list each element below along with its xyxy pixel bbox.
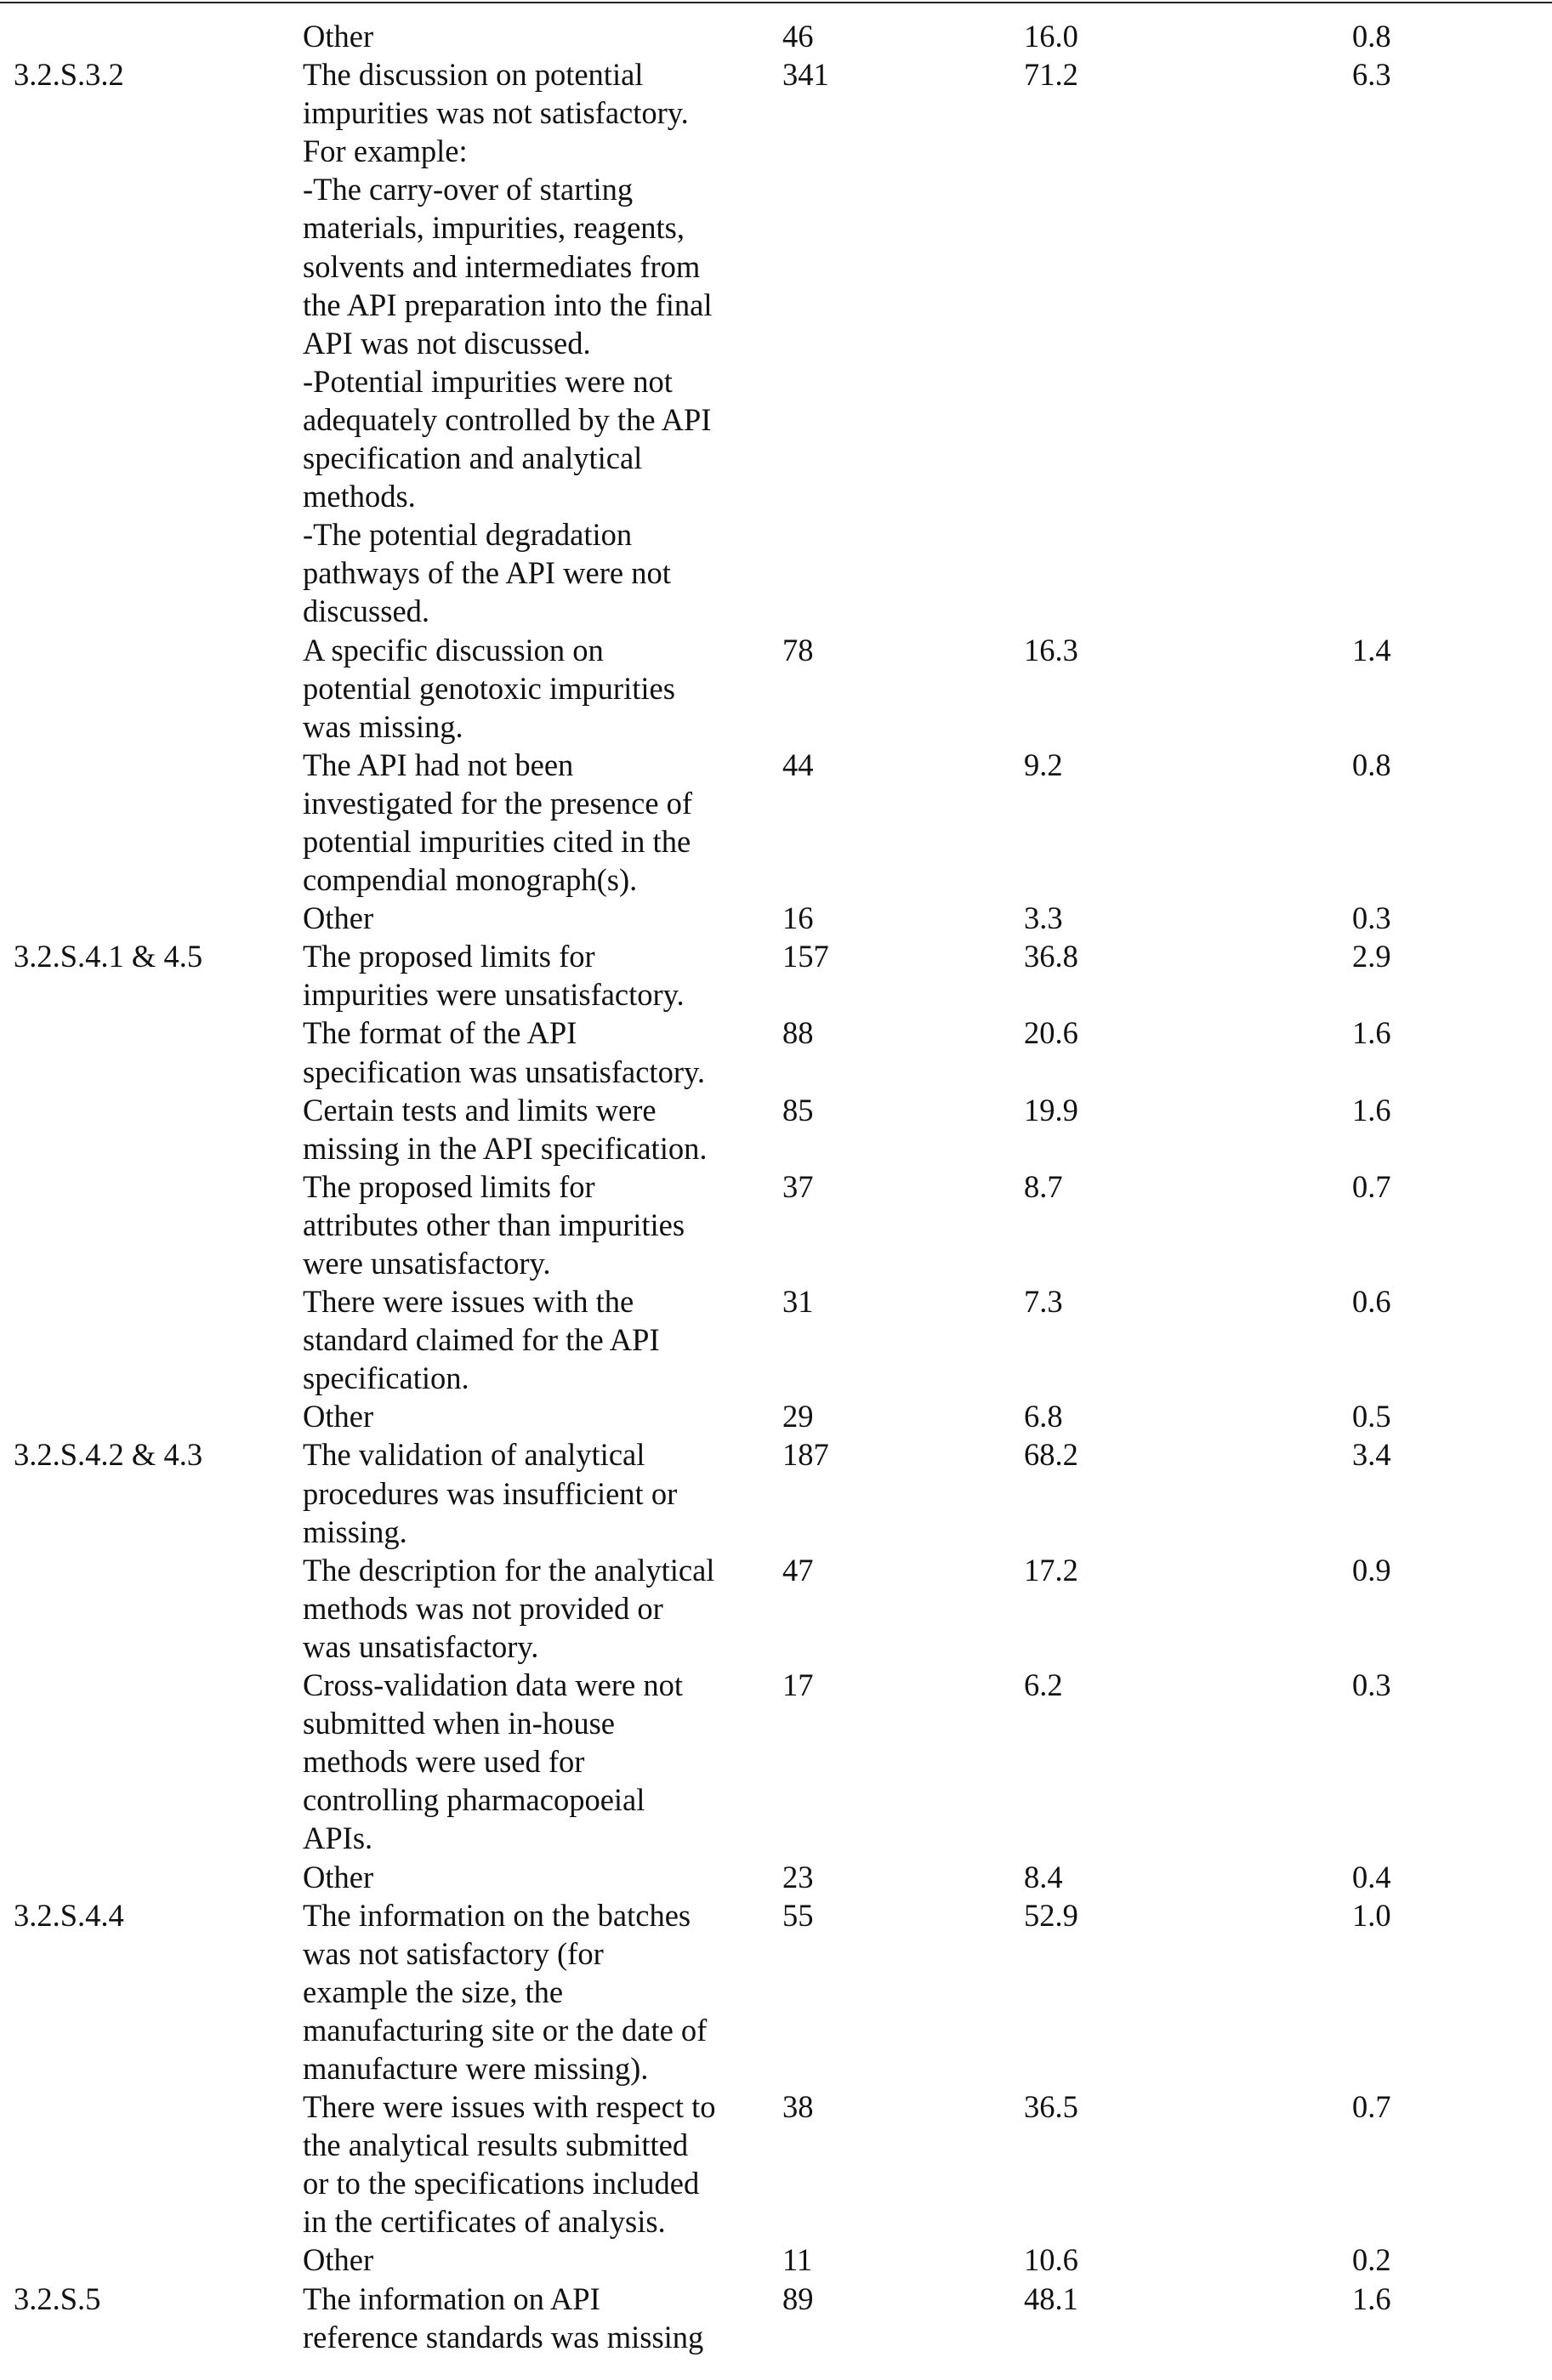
percent-cell: 19.9 (1024, 1092, 1078, 1128)
count-cell: 55 (782, 1897, 814, 1933)
percent-cell: 48.1 (1024, 2281, 1078, 2316)
percent-cell: 68.2 (1024, 1437, 1078, 1473)
percent-cell: 7.3 (1024, 1284, 1063, 1320)
percent-cell: 16.3 (1024, 632, 1078, 667)
count-cell: 89 (782, 2281, 814, 2316)
total-percent-cell: 0.3 (1352, 1667, 1391, 1703)
description-cell: The format of the API specification was unsatisfactory. (303, 1015, 705, 1089)
description-cell: Cross-validation data were not submitted when in-house methods were used for controlling pharmacopoeial APIs. (303, 1667, 684, 1856)
description-cell: The validation of analytical procedures was insufficient or missing. (303, 1437, 678, 1549)
total-percent-cell: 0.8 (1352, 747, 1391, 782)
table-row (14, 631, 1544, 746)
description-cell: Other (303, 1399, 374, 1434)
total-percent-cell: 3.4 (1352, 1437, 1391, 1473)
table-row (14, 746, 1544, 899)
total-percent-cell: 0.4 (1352, 1859, 1391, 1894)
percent-cell: 17.2 (1024, 1552, 1078, 1588)
section-cell (14, 1397, 303, 1435)
percent-cell: 10.6 (1024, 2242, 1078, 2278)
table-row (14, 55, 1544, 630)
percent-cell: 52.9 (1024, 1897, 1078, 1933)
percent-cell: 8.4 (1024, 1859, 1063, 1894)
percent-cell: 36.8 (1024, 939, 1078, 974)
section-cell (14, 899, 303, 937)
table-row (14, 1282, 1544, 1397)
percent-cell: 36.5 (1024, 2089, 1078, 2125)
percent-cell: 9.2 (1024, 747, 1063, 782)
table-row (14, 1091, 1544, 1167)
total-percent-cell: 0.7 (1352, 1168, 1391, 1204)
description-cell: The description for the analytical methods was not provided or was unsatisfactory. (303, 1552, 715, 1664)
total-percent-cell: 0.3 (1352, 900, 1391, 936)
section-cell (14, 1091, 303, 1167)
total-percent-cell: 0.6 (1352, 1284, 1391, 1320)
total-percent-cell: 1.6 (1352, 1092, 1391, 1128)
description-cell: The proposed limits for attributes other than impurities were unsatisfactory. (303, 1168, 685, 1281)
total-percent-cell: 1.4 (1352, 632, 1391, 667)
total-percent-cell: 1.0 (1352, 1897, 1391, 1933)
description-cell: The information on API reference standards was missing (303, 2281, 704, 2354)
total-percent-cell: 0.2 (1352, 2242, 1391, 2278)
count-cell: 157 (782, 939, 829, 974)
description-cell: The discussion on potential impurities was not satisfactory. For example: -The carry-over of starting materials, impurities, reagents, solvents and intermediates from the API preparation into the final API was not discussed. -Potential impurities were not adequately controlled by the API specification and analytical methods. -The potential degradation pathways of the API were not discussed. (303, 57, 713, 629)
section-cell (14, 746, 303, 899)
description-cell: A specific discussion on potential genotoxic impurities was missing. (303, 632, 675, 744)
table-row (14, 1167, 1544, 1282)
section-cell (14, 1167, 303, 1282)
description-cell: Other (303, 2242, 374, 2278)
table-row (14, 1435, 1544, 1550)
description-cell: The information on the batches was not satisfactory (for example the size, the manufacturing site or the date of manufacture were missing). (303, 1897, 708, 2086)
count-cell: 85 (782, 1092, 814, 1128)
section-cell: 3.2.S.4.4 (14, 1897, 124, 1933)
table-body (14, 17, 1544, 2356)
percent-cell: 6.2 (1024, 1667, 1063, 1703)
total-percent-cell: 0.9 (1352, 1552, 1391, 1588)
description-cell: There were issues with respect to the analytical results submitted or to the specifications included in the certificates of analysis. (303, 2089, 716, 2240)
table-row (14, 2241, 1544, 2279)
percent-cell: 8.7 (1024, 1168, 1063, 1204)
section-cell: 3.2.S.4.2 & 4.3 (14, 1437, 203, 1473)
section-cell (14, 1014, 303, 1090)
table-row (14, 1551, 1544, 1666)
table-row (14, 1896, 1544, 2087)
table-row (14, 2087, 1544, 2241)
description-cell: Other (303, 19, 374, 54)
percent-cell: 16.0 (1024, 19, 1078, 54)
count-cell: 78 (782, 632, 814, 667)
count-cell: 187 (782, 1437, 829, 1473)
percent-cell: 71.2 (1024, 57, 1078, 93)
section-cell: 3.2.S.3.2 (14, 57, 124, 93)
total-percent-cell: 1.6 (1352, 1015, 1391, 1051)
count-cell: 44 (782, 747, 814, 782)
table-row (14, 17, 1544, 55)
total-percent-cell: 2.9 (1352, 939, 1391, 974)
table-row (14, 1397, 1544, 1435)
total-percent-cell: 6.3 (1352, 57, 1391, 93)
description-cell: The API had not been investigated for the presence of potential impurities cited in the compendial monograph(s). (303, 747, 693, 898)
deficiency-table (14, 17, 1544, 2356)
count-cell: 88 (782, 1015, 814, 1051)
description-cell: Other (303, 900, 374, 936)
section-cell (14, 1282, 303, 1397)
count-cell: 38 (782, 2089, 814, 2125)
section-cell (14, 1666, 303, 1857)
count-cell: 341 (782, 57, 829, 93)
count-cell: 17 (782, 1667, 814, 1703)
count-cell: 23 (782, 1859, 814, 1894)
total-percent-cell: 0.8 (1352, 19, 1391, 54)
count-cell: 16 (782, 900, 814, 936)
total-percent-cell: 1.6 (1352, 2281, 1391, 2316)
description-cell: Other (303, 1859, 374, 1894)
total-percent-cell: 0.7 (1352, 2089, 1391, 2125)
count-cell: 31 (782, 1284, 814, 1320)
total-percent-cell: 0.5 (1352, 1399, 1391, 1434)
table-top-rule (0, 2, 1552, 3)
section-cell (14, 1858, 303, 1896)
description-cell: There were issues with the standard claimed for the API specification. (303, 1284, 660, 1396)
section-cell: 3.2.S.4.1 & 4.5 (14, 939, 203, 974)
table-row (14, 1014, 1544, 1090)
count-cell: 37 (782, 1168, 814, 1204)
count-cell: 29 (782, 1399, 814, 1434)
description-cell: The proposed limits for impurities were unsatisfactory. (303, 939, 685, 1013)
section-cell (14, 1551, 303, 1666)
description-cell: Certain tests and limits were missing in the API specification. (303, 1092, 708, 1166)
count-cell: 47 (782, 1552, 814, 1588)
section-cell: 3.2.S.5 (14, 2281, 101, 2316)
table-row (14, 899, 1544, 937)
section-cell (14, 2087, 303, 2241)
section-cell (14, 2241, 303, 2279)
table-row (14, 937, 1544, 1014)
count-cell: 11 (782, 2242, 813, 2278)
table-row (14, 2280, 1544, 2356)
count-cell: 46 (782, 19, 814, 54)
percent-cell: 3.3 (1024, 900, 1063, 936)
table-row (14, 1666, 1544, 1857)
table-row (14, 1858, 1544, 1896)
percent-cell: 20.6 (1024, 1015, 1078, 1051)
section-cell (14, 631, 303, 746)
percent-cell: 6.8 (1024, 1399, 1063, 1434)
section-cell (14, 17, 303, 55)
